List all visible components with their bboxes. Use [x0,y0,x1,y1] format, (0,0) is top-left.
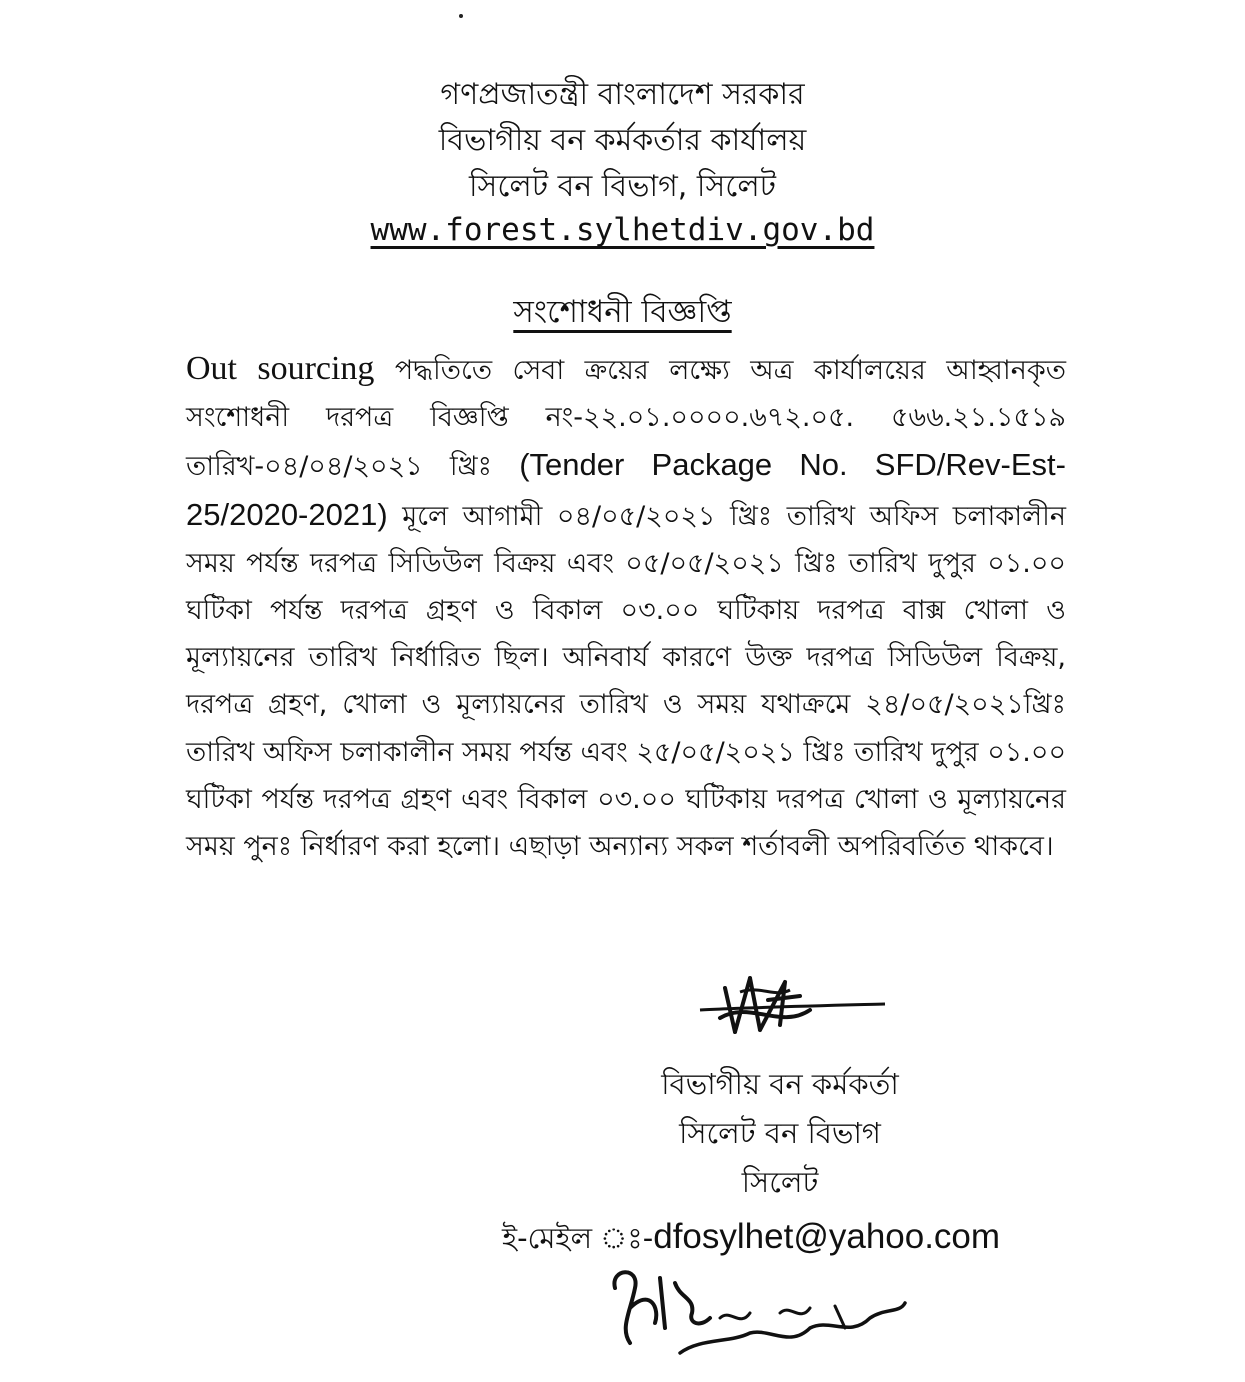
division-name: সিলেট বন বিভাগ, সিলেট [468,169,777,204]
officer-signature [690,970,890,1040]
signatory-division: সিলেট বন বিভাগ [679,1116,881,1150]
email-address[interactable]: dfosylhet@yahoo.com [653,1217,1001,1256]
notice-body-part2: মূলে আগামী ০৪/০৫/২০২১ খ্রিঃ তারিখ অফিস চলাকালীন সময় পর্যন্ত দরপত্র সিডিউল বিক্রয় এবং ০৫/০৫/২০২১ খ্রিঃ তারিখ দুপুর ০১.০০ ঘটিকা পর্যন্ত দরপত্র গ্রহণ ও বিকাল ০৩.০০ ঘটিকায় দরপত্র বাক্স খোলা ও মূল্যায়নের তারিখ নির্ধারিত ছিল। অনিবার্য কারণে উক্ত দরপত্র সিডিউল বিক্রয়, দরপত্র গ্রহণ, খোলা ও মূল্যায়নের তারিখ ও সময় যথাক্রমে ২৪/০৫/২০২১খ্রিঃ তারিখ অফিস চলাকালীন সময় পর্যন্ত এবং ২৫/০৫/২০২১ খ্রিঃ তারিখ দুপুর ০১.০০ ঘটিকা পর্যন্ত দরপত্র গ্রহণ এবং বিকাল ০৩.০০ ঘটিকায় দরপত্র খোলা ও মূল্যায়নের সময় পুনঃ নির্ধারণ করা হলো। এছাড়া অন্যান্য সকল শর্তাবলী অপরিবর্তিত থাকবে। [186,500,1066,863]
notice-body-part1: পদ্ধতিতে সেবা ক্রয়ের লক্ষ্যে অত্র কার্যালয়ের আহ্বানকৃত সংশোধনী দরপত্র বিজ্ঞপ্তি নং-২২.০১.০০০০.৬৭২.০৫. ৫৬৬.২১.১৫১৯ তারিখ-০৪/০৪/২০২১ খ্রিঃ [186,355,1066,483]
tender-package-reference: (Tender Package No. SFD/Rev-Est-25/2020-2021) [186,447,1066,532]
signatory-designation: বিভাগীয় বন কর্মকর্তা [661,1067,899,1101]
office-name: বিভাগীয় বন কর্মকর্তার কার্যালয় [438,123,807,158]
letterhead [0,72,1245,210]
signatory-city: সিলেট [741,1165,819,1199]
handwritten-initials-and-date [600,1258,910,1368]
signatory-block [560,1060,1000,1207]
method-term: Out sourcing [186,350,375,387]
notice-body [186,345,1066,870]
notice-title [0,288,1245,340]
email-label: ই-মেইল ঃ- [502,1221,654,1255]
paper-speck [459,14,463,18]
website-link[interactable]: www.forest.sylhetdiv.gov.bd [370,212,875,248]
notice-title-text: সংশোধনী বিজ্ঞপ্তি [513,294,732,330]
website-line [0,212,1245,248]
government-name: গণপ্রজাতন্ত্রী বাংলাদেশ সরকার [440,77,805,112]
